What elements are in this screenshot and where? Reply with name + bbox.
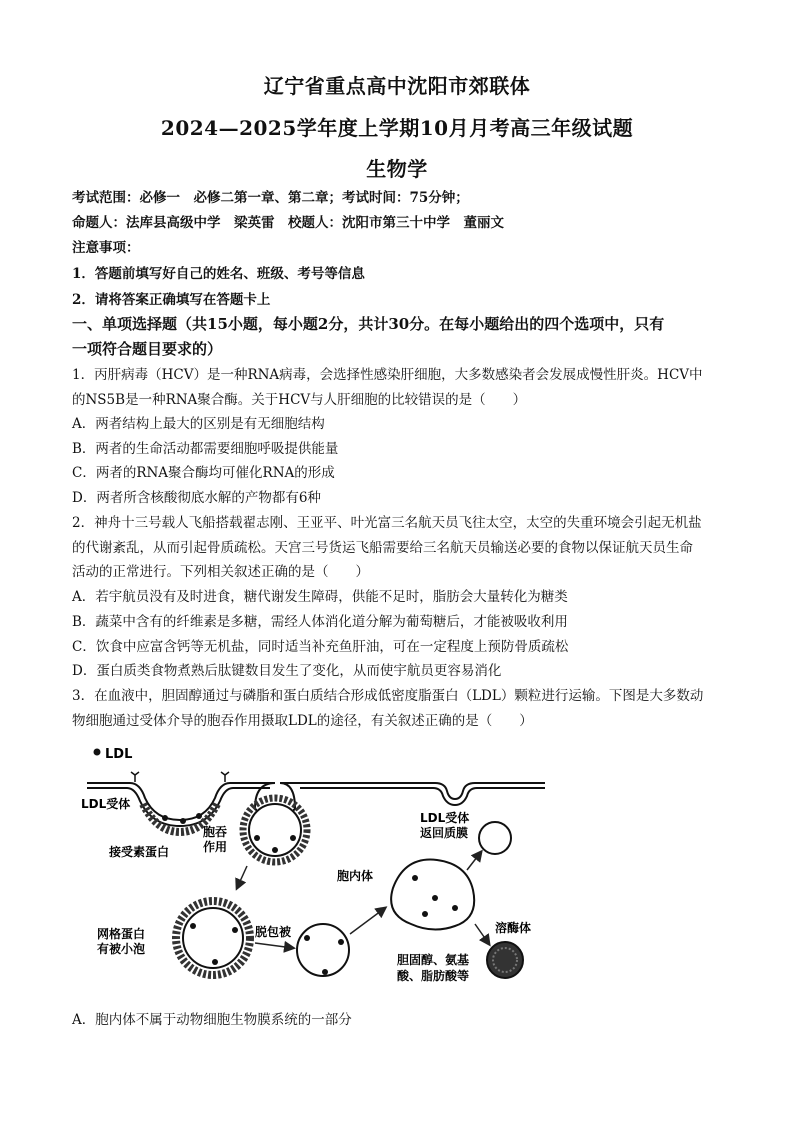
q2-stem-line1: 2．神舟十三号载人飞船搭载翟志刚、王亚平、叶光富三名航天员飞往太空，太空的失重环境会引起无机盐 bbox=[72, 515, 702, 531]
endosome bbox=[391, 860, 474, 930]
label-lysosome: 溶酶体 bbox=[495, 921, 532, 935]
label-receptor-return-1: LDL受体 bbox=[420, 811, 470, 825]
label-endosome: 胞内体 bbox=[337, 869, 374, 883]
label-uncoat: 脱包被 bbox=[255, 925, 292, 939]
arrow-receptor-return bbox=[467, 852, 481, 870]
arrow-to-lysosome bbox=[475, 924, 489, 944]
q3-option-a: A．胞内体不属于动物细胞生物膜系统的一部分 bbox=[72, 1012, 352, 1028]
ldl-bound bbox=[232, 927, 238, 933]
label-receptor-return-2: 返回质膜 bbox=[420, 826, 469, 840]
label-products-2: 酸、脂肪酸等 bbox=[397, 969, 470, 983]
recycling-vesicle bbox=[479, 822, 511, 854]
notes-heading: 注意事项： bbox=[72, 240, 140, 256]
label-ldl-receptor: LDL受体 bbox=[81, 797, 131, 811]
ldl-free bbox=[412, 875, 418, 881]
q1-option-c: C．两者的RNA聚合酶均可催化RNA的形成 bbox=[72, 465, 335, 481]
ldl-free bbox=[432, 895, 438, 901]
q2-option-b: B．蔬菜中含有的纤维素是多糖，需经人体消化道分解为葡萄糖后，才能被吸收利用 bbox=[72, 614, 568, 630]
q2-option-c: C．饮食中应富含钙等无机盐，同时适当补充鱼肝油，可在一定程度上预防骨质疏松 bbox=[72, 639, 569, 655]
exam-title: 2024—2025学年度上学期10月月考高三年级试题 bbox=[160, 116, 634, 140]
label-clathrin-1: 网格蛋白 bbox=[97, 927, 146, 941]
exam-authors: 命题人：法库县高级中学 梁英雷 校题人：沈阳市第三十中学 董丽文 bbox=[72, 215, 504, 231]
q3-stem-line1: 3．在血液中，胆固醇通过与磷脂和蛋白质结合形成低密度脂蛋白（LDL）颗粒进行运输。下图是大多数动 bbox=[72, 688, 704, 704]
label-ldl: LDL bbox=[105, 747, 133, 762]
q1-option-b: B．两者的生命活动都需要细胞呼吸提供能量 bbox=[72, 441, 339, 457]
section-heading-cont: 一项符合题目要求的） bbox=[72, 340, 223, 358]
ldl-bound bbox=[162, 815, 168, 821]
q1-stem-line1: 1．丙肝病毒（HCV）是一种RNA病毒，会选择性感染肝细胞，大多数感染者会发展成慢性肝炎。HCV中 bbox=[72, 367, 703, 383]
exam-scope: 考试范围：必修一 必修二第一章、第二章；考试时间：75分钟； bbox=[72, 190, 469, 206]
arrow-uncoat bbox=[255, 943, 293, 948]
uncoated-vesicle bbox=[297, 924, 349, 976]
label-clathrin-2: 有被小泡 bbox=[97, 942, 146, 956]
ldl-particle-legend bbox=[94, 749, 101, 756]
q2-option-d: D．蛋白质类食物煮熟后肽键数目发生了变化，从而使宇航员更容易消化 bbox=[72, 663, 502, 679]
q1-option-d: D．两者所含核酸彻底水解的产物都有6种 bbox=[72, 490, 321, 506]
clathrin-coated-vesicle bbox=[183, 908, 243, 968]
label-adaptin: 接受素蛋白 bbox=[109, 845, 170, 859]
note-2: 2．请将答案正确填写在答题卡上 bbox=[72, 292, 271, 308]
label-endocytosis-1: 胞吞 bbox=[203, 825, 228, 839]
arrow-to-coated-vesicle bbox=[237, 866, 247, 888]
ldl-bound bbox=[272, 847, 278, 853]
q2-option-a: A．若宇航员没有及时进食，糖代谢发生障碍，供能不足时，脂肪会大量转化为糖类 bbox=[72, 589, 568, 605]
subject-title: 生物学 bbox=[366, 157, 428, 181]
ldl-receptor-icon bbox=[221, 772, 229, 782]
q2-stem-line2: 的代谢紊乱，从而引起骨质疏松。天宫三号货运飞船需要给三名航天员输送必要的食物以保证航天员生命 bbox=[72, 540, 693, 556]
school-title: 辽宁省重点高中沈阳市郊联体 bbox=[263, 74, 531, 98]
ldl-bound bbox=[180, 818, 186, 824]
ldl-free bbox=[452, 905, 458, 911]
arrow-to-endosome bbox=[350, 908, 385, 934]
ldl-receptor-icon bbox=[131, 772, 139, 782]
q1-option-a: A．两者结构上最大的区别是有无细胞结构 bbox=[72, 416, 325, 432]
q3-stem-line2: 物细胞通过受体介导的胞吞作用摄取LDL的途径，有关叙述正确的是（ ） bbox=[72, 713, 533, 729]
ldl-bound bbox=[322, 969, 328, 975]
ldl-bound bbox=[196, 813, 202, 819]
ldl-bound bbox=[304, 935, 310, 941]
ldl-bound bbox=[338, 939, 344, 945]
label-products-1: 胆固醇、氨基 bbox=[397, 953, 470, 967]
ldl-bound bbox=[212, 959, 218, 965]
label-endocytosis-2: 作用 bbox=[203, 840, 228, 854]
section-heading: 一、单项选择题（共15小题，每小题2分，共计30分。在每小题给出的四个选项中，只有 bbox=[72, 315, 665, 333]
ldl-endocytosis-figure bbox=[75, 738, 555, 1000]
q2-stem-line3: 活动的正常进行。下列相关叙述正确的是（ ） bbox=[72, 564, 369, 580]
q1-stem-line2: 的NS5B是一种RNA聚合酶。关于HCV与人肝细胞的比较错误的是（ ） bbox=[72, 392, 527, 408]
ldl-bound bbox=[290, 835, 296, 841]
ldl-bound bbox=[190, 923, 196, 929]
note-1: 1．答题前填写好自己的姓名、班级、考号等信息 bbox=[72, 266, 365, 282]
ldl-bound bbox=[254, 835, 260, 841]
ldl-free bbox=[422, 911, 428, 917]
